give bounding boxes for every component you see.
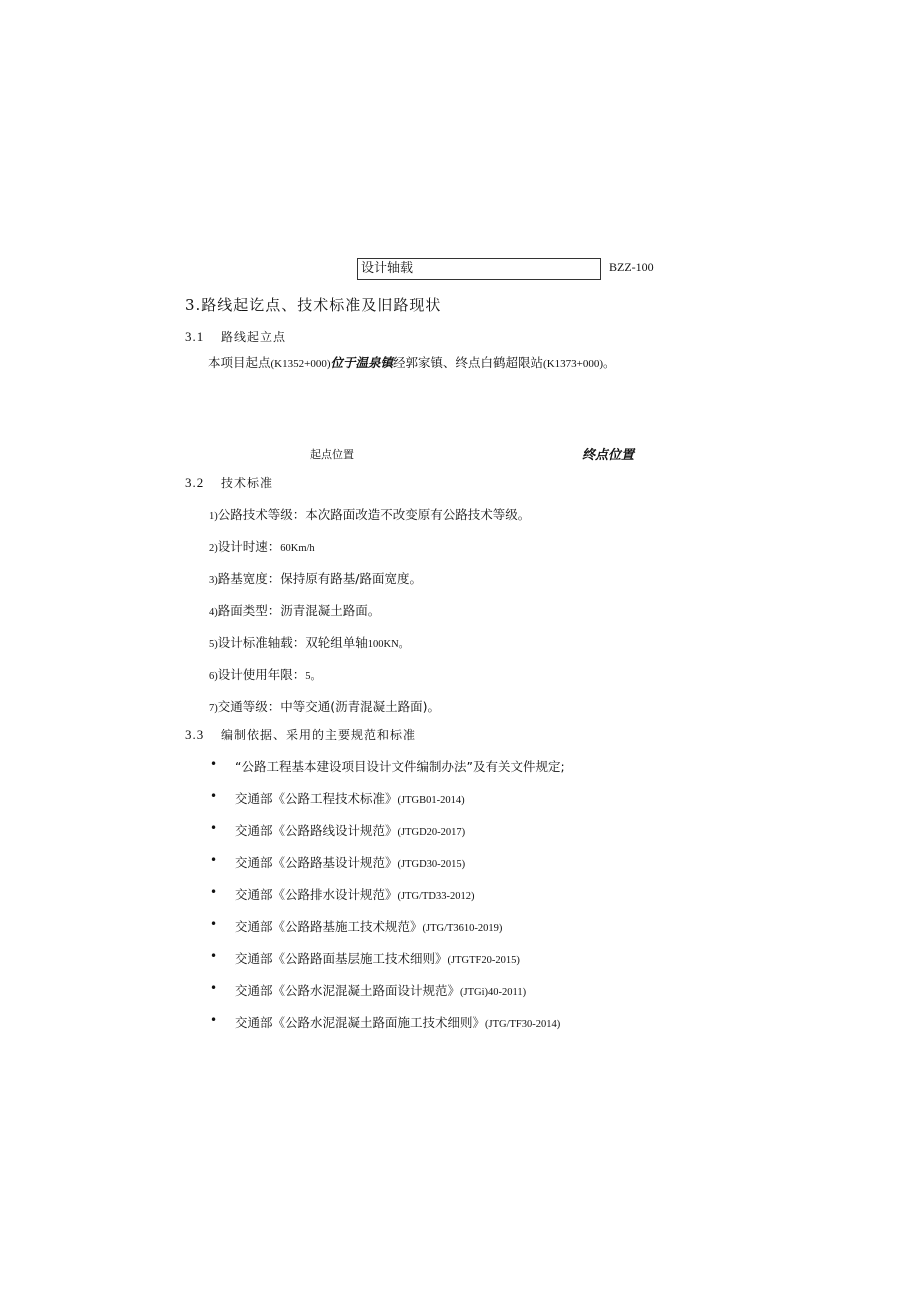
- route-description: [208, 353, 616, 371]
- standard-item: 5)设计标准轴载：双轮组单轴100KN。: [209, 635, 410, 650]
- section-3-2-title: 技术标准: [221, 476, 274, 490]
- route-desc-a: 本项目起点: [208, 355, 271, 370]
- reference-item: • 交通部《公路水泥混凝土路面设计规范》(JTGi)40-2011): [210, 981, 527, 998]
- section-3-3-heading: [185, 726, 416, 743]
- route-desc-end-km: (K1373+000): [543, 358, 604, 370]
- route-desc-d: 经郭家镇、终点白鹤超限站: [393, 355, 544, 370]
- bullet-icon: •: [210, 757, 218, 771]
- standard-item: 2)设计时速：60Km/h: [209, 539, 315, 554]
- route-desc-f: 。: [603, 355, 616, 370]
- reference-item: • 交通部《公路路面基层施工技术细则》(JTGTF20-2015): [210, 949, 520, 966]
- section-3-1-number: 3.1: [185, 329, 205, 344]
- standard-item: 1)公路技术等级：本次路面改造不改变原有公路技术等级。: [209, 507, 531, 522]
- section-3-2-number: 3.2: [185, 475, 205, 490]
- reference-item: • 交通部《公路路基施工技术规范》(JTG/T3610-2019): [210, 917, 503, 934]
- standard-item: 4)路面类型：沥青混凝土路面。: [209, 603, 381, 618]
- design-axle-load-value: BZZ-100: [609, 260, 654, 274]
- standard-item: 6)设计使用年限：5。: [209, 667, 322, 682]
- end-position-caption: 终点位置: [582, 448, 635, 463]
- start-position-caption: 起点位置: [310, 448, 354, 461]
- bullet-icon: •: [210, 789, 218, 803]
- section-3-heading: 3.路线起讫点、技术标准及旧路现状: [185, 296, 442, 314]
- route-desc-location: 位于温泉镇: [330, 355, 394, 370]
- reference-item: • 交通部《公路工程技术标准》(JTGB01-2014): [210, 789, 465, 806]
- section-3-1-title: 路线起立点: [221, 330, 287, 344]
- bullet-icon: •: [210, 821, 218, 835]
- reference-item: • 交通部《公路路线设计规范》(JTGD20-2017): [210, 821, 466, 838]
- bullet-icon: •: [210, 1013, 218, 1027]
- standard-item: 7)交通等级：中等交通(沥青混凝土路面)。: [209, 699, 441, 714]
- bullet-icon: •: [210, 853, 218, 867]
- standard-item: 3)路基宽度：保持原有路基/路面宽度。: [209, 571, 422, 586]
- section-3-3-number: 3.3: [185, 727, 205, 742]
- reference-item: • 交通部《公路排水设计规范》(JTG/TD33-2012): [210, 885, 475, 902]
- section-3-1-heading: [185, 328, 286, 345]
- route-desc-start-km: (K1352+000): [270, 358, 331, 370]
- bullet-icon: •: [210, 917, 218, 931]
- bullet-icon: •: [210, 949, 218, 963]
- section-3-3-title: 编制依据、采用的主要规范和标准: [221, 728, 417, 742]
- reference-item: • 交通部《公路路基设计规范》(JTGD30-2015): [210, 853, 466, 870]
- bullet-icon: •: [210, 981, 218, 995]
- reference-item: • 交通部《公路水泥混凝土路面施工技术细则》(JTG/TF30-2014): [210, 1013, 561, 1030]
- bullet-icon: •: [210, 885, 218, 899]
- reference-item: • “公路工程基本建设项目设计文件编制办法”及有关文件规定;: [210, 757, 565, 774]
- design-axle-load-label: 设计轴载: [357, 258, 601, 280]
- section-3-2-heading: [185, 474, 273, 491]
